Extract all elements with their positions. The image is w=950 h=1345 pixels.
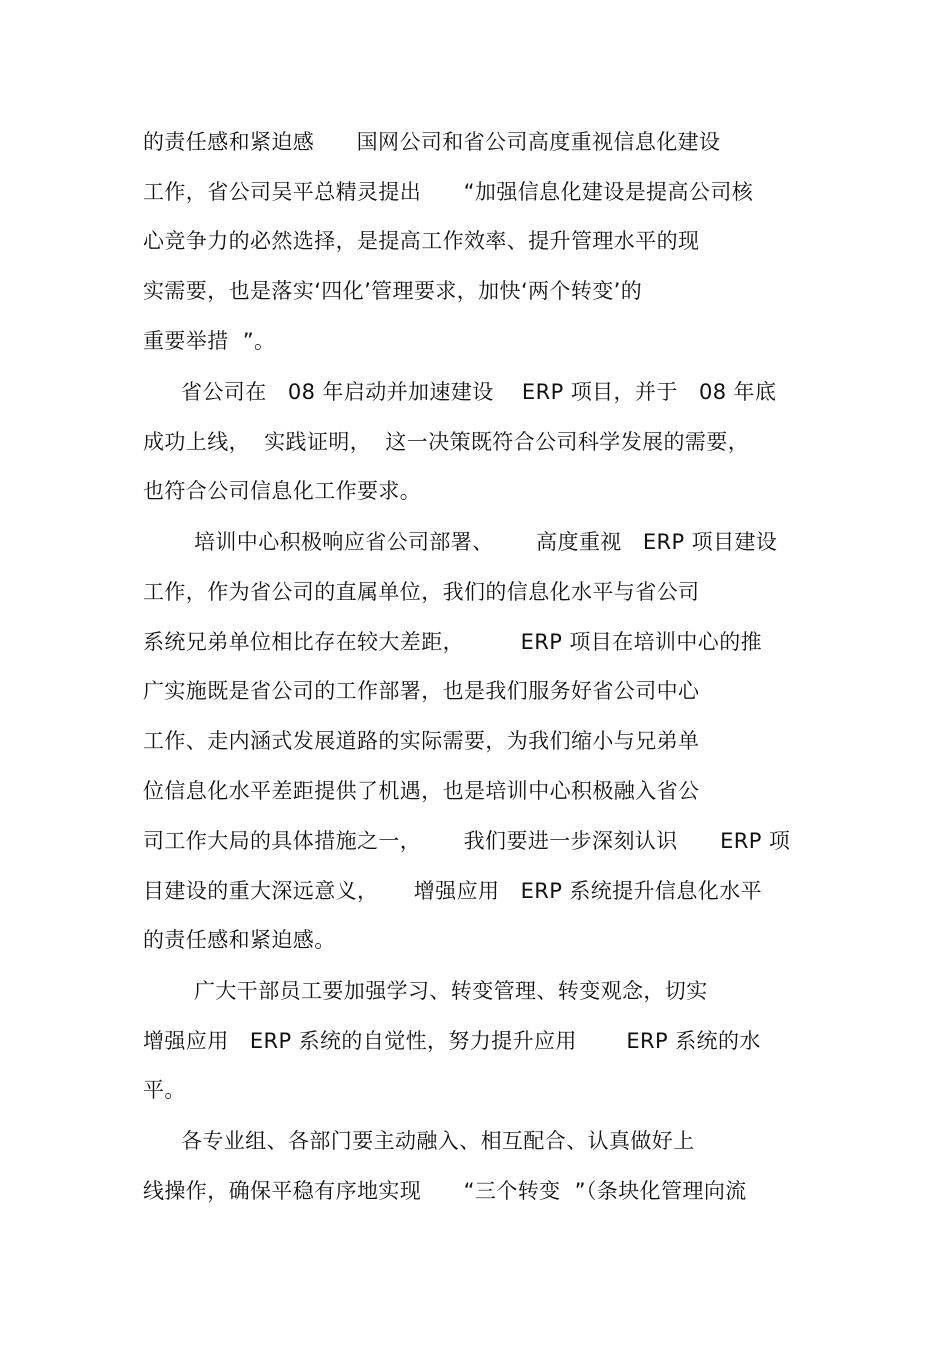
text-line: 成功上线， 实践证明， 这一决策既符合公司科学发展的需要， bbox=[143, 430, 750, 454]
text-line: 广大干部员工要加强学习、转变管理、转变观念，切实 bbox=[194, 979, 708, 1003]
text-line: 目建设的重大深远意义， 增强应用 ERP 系统提升信息化水平 bbox=[143, 879, 762, 903]
text-line: 心竞争力的必然选择，是提高工作效率、提升管理水平的现 bbox=[143, 229, 700, 253]
text-line: 重要举措 ”。 bbox=[143, 329, 276, 353]
text-line: 位信息化水平差距提供了机遇，也是培训中心积极融入省公 bbox=[143, 779, 700, 803]
text-line: 工作，作为省公司的直属单位，我们的信息化水平与省公司 bbox=[143, 580, 700, 604]
text-line: 增强应用 ERP 系统的自觉性，努力提升应用 ERP 系统的水 bbox=[143, 1029, 761, 1053]
text-line: 的责任感和紧迫感。 bbox=[143, 928, 336, 952]
text-line: 省公司在 08 年启动并加速建设 ERP 项目，并于 08 年底 bbox=[181, 380, 777, 404]
text-line: 实需要，也是落实‘四化’管理要求，加快‘两个转变’的 bbox=[143, 279, 643, 303]
text-line: 司工作大局的具体措施之一， 我们要进一步深刻认识 ERP 项 bbox=[143, 829, 791, 853]
text-line: 工作、走内涵式发展道路的实际需要，为我们缩小与兄弟单 bbox=[143, 729, 700, 753]
text-line: 也符合公司信息化工作要求。 bbox=[143, 479, 422, 503]
text-line: 工作，省公司吴平总精灵提出 “加强信息化建设是提高公司核 bbox=[143, 180, 754, 204]
text-line: 线操作，确保平稳有序地实现 “三个转变 ”（条块化管理向流 bbox=[143, 1179, 747, 1203]
text-line: 系统兄弟单位相比存在较大差距， ERP 项目在培训中心的推 bbox=[143, 630, 762, 654]
text-line: 的责任感和紧迫感 国网公司和省公司高度重视信息化建设 bbox=[143, 130, 721, 154]
text-line: 培训中心积极响应省公司部署、 高度重视 ERP 项目建设 bbox=[194, 530, 778, 554]
text-line: 各专业组、各部门要主动融入、相互配合、认真做好上 bbox=[181, 1129, 695, 1153]
text-line: 广实施既是省公司的工作部署，也是我们服务好省公司中心 bbox=[143, 679, 700, 703]
text-line: 平。 bbox=[143, 1078, 186, 1102]
